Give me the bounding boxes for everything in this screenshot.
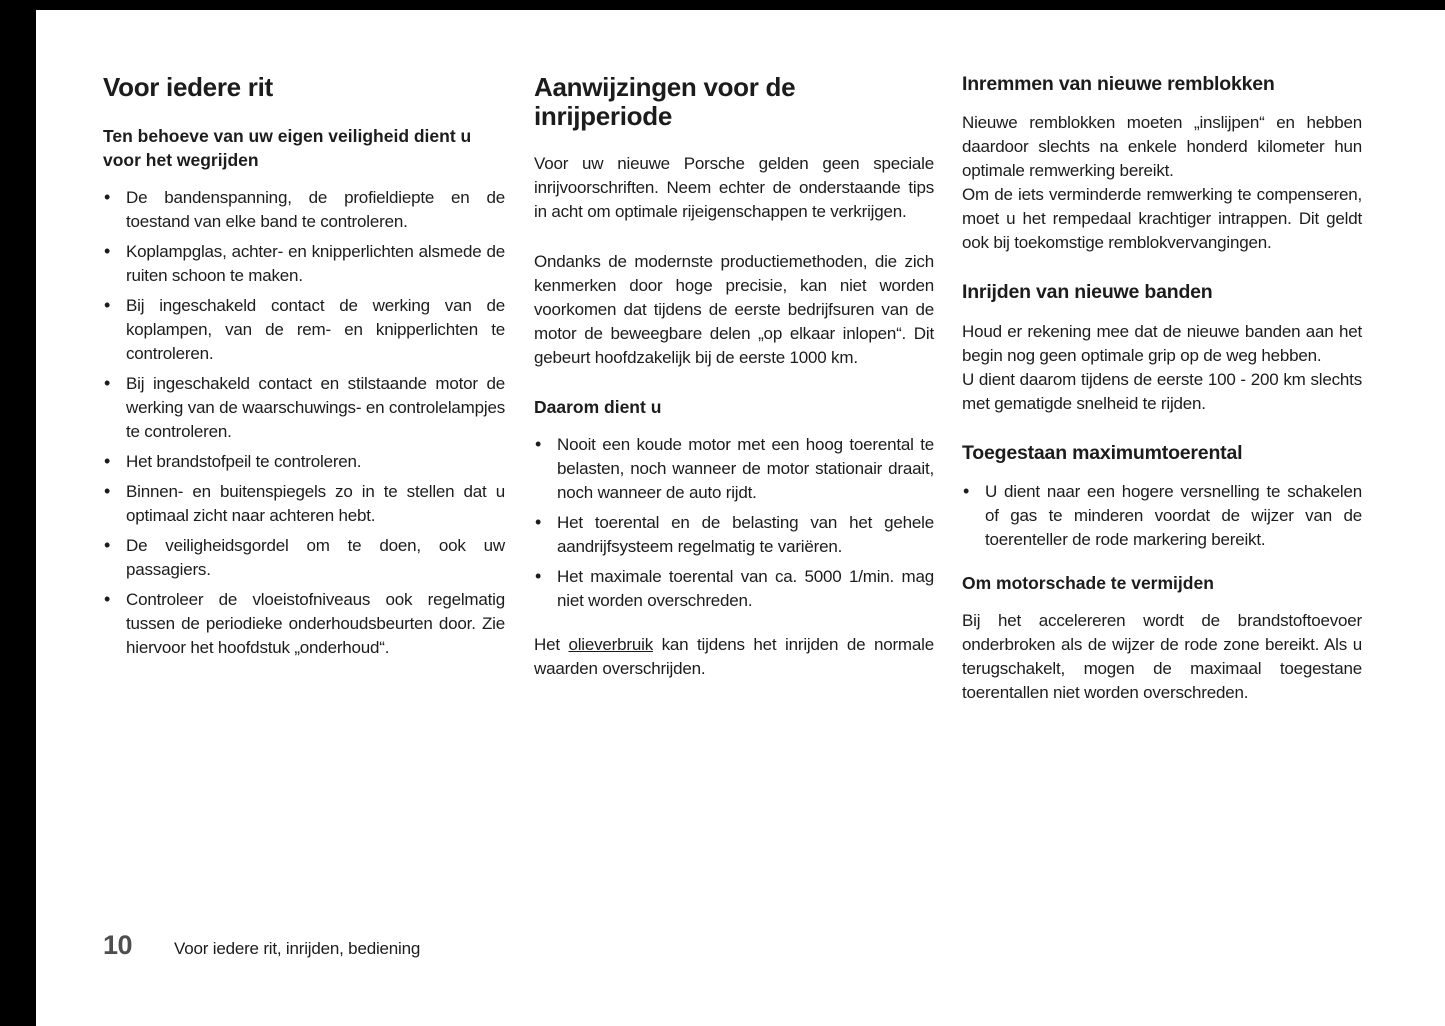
list-item [103, 372, 505, 444]
list-item [534, 511, 934, 559]
advice-list [534, 433, 934, 613]
list-item [103, 450, 505, 474]
page-number: 10 [103, 930, 133, 960]
bullet-icon: • [104, 588, 111, 609]
list-item [534, 565, 934, 613]
section-title: Inrijden van nieuwe banden [962, 281, 1213, 304]
section-title: Aanwijzingen voor de inrijperiode [534, 72, 796, 131]
section-title: Toegestaan maximumtoerental [962, 441, 1243, 464]
paragraph: Bij het accelereren wordt de brandstoftoevoer onderbroken als de wijzer de rode zone bereikt. Als u terugschakelt, mogen de maximaal toegestane toerentallen niet worden overschreden. [962, 611, 1362, 703]
paragraph [534, 633, 934, 681]
list-item-text: Het toerental en de belasting van het gehele aandrijfsysteem regelmatig te variëren. [557, 512, 934, 556]
column-voor-iedere-rit [103, 73, 505, 680]
bullet-icon: • [535, 565, 542, 586]
footer-caption: Voor iedere rit, inrijden, bediening [174, 939, 421, 958]
list-item [534, 433, 934, 505]
list-item [103, 534, 505, 582]
list-item-text: De veiligheidsgordel om te doen, ook uw passagiers. [126, 535, 505, 579]
bullet-icon: • [104, 186, 111, 207]
list-item [103, 240, 505, 288]
bullet-icon: • [535, 511, 542, 532]
paragraph: U dient daarom tijdens de eerste 100 - 200 km slechts met gematigde snelheid te rijden. [962, 369, 1362, 413]
list-item-text: Koplampglas, achter- en knipperlichten alsmede de ruiten schoon te maken. [126, 241, 505, 285]
text-run: Het [534, 634, 569, 654]
list-item-text: Bij ingeschakeld contact de werking van de koplampen, van de rem- en knipperlichten te controleren. [126, 295, 505, 363]
text-run: kan tijdens het inrijden de normale waarden overschrijden. [534, 634, 934, 678]
bullet-icon: • [963, 481, 970, 502]
underlined-term: olieverbruik [568, 634, 653, 654]
bullet-icon: • [104, 450, 111, 471]
scan-edge-left [0, 0, 36, 1026]
paragraph: Voor uw nieuwe Porsche gelden geen speciale inrijvoorschriften. Neem echter de onderstaande tips in acht om optimale rijeigenschappen te verkrijgen. [534, 154, 934, 222]
paragraph: Om de iets verminderde remwerking te compenseren, moet u het rempedaal krachtiger intrappen. Dit geldt ook bij toekomstige remblokvervangingen. [962, 185, 1362, 253]
section-title: Inremmen van nieuwe remblokken [962, 73, 1275, 95]
paragraph: Ondanks de modernste productiemethoden, die zich kenmerken door hoge precisie, kan niet worden voorkomen dat tijdens de eerste bedrijfsuren van de motor de beweegbare delen „op elkaar inlopen“. Dit gebeurt hoofdzakelijk bij de eerste 1000 km. [534, 252, 934, 368]
list-item-text: De bandenspanning, de profieldiepte en de toestand van elke band te controleren. [126, 187, 505, 231]
bullet-icon: • [104, 294, 111, 315]
list-item [103, 588, 505, 660]
scan-edge-top [0, 0, 1445, 10]
list-item-text: Controleer de vloeistofniveaus ook regelmatig tussen de periodieke onderhoudsbeurten door. Zie hiervoor het hoofdstuk „onderhoud“. [126, 589, 505, 657]
list-item [103, 186, 505, 234]
sub-section-title: Daarom dient u [534, 397, 662, 418]
sub-section-title: Om motorschade te vermijden [962, 573, 1214, 594]
section-title: Voor iedere rit [103, 72, 273, 102]
paragraph: Nieuwe remblokken moeten „inslijpen“ en hebben daardoor slechts na enkele honderd kilometer hun optimale remwerking bereikt. [962, 113, 1362, 181]
list-item-text: U dient naar een hogere versnelling te schakelen of gas te minderen voordat de wijzer van de toerenteller de rode markering bereikt. [985, 482, 1362, 550]
bullet-icon: • [104, 240, 111, 261]
column-remblokken-banden [962, 73, 1362, 705]
list-item [962, 480, 1362, 552]
list-item-text: Het brandstofpeil te controleren. [126, 451, 362, 471]
section-subtitle: Ten behoeve van uw eigen veiligheid dient u voor het wegrijden [103, 125, 472, 170]
list-item [103, 294, 505, 366]
bullet-icon: • [104, 372, 111, 393]
bullet-icon: • [104, 534, 111, 555]
bullet-icon: • [104, 480, 111, 501]
list-item-text: Het maximale toerental van ca. 5000 1/min. mag niet worden overschreden. [557, 566, 934, 610]
paragraph: Houd er rekening mee dat de nieuwe banden aan het begin nog geen optimale grip op de weg hebben. [962, 321, 1362, 365]
checklist [103, 186, 505, 660]
list-item [103, 480, 505, 528]
list-item-text: Nooit een koude motor met een hoog toerental te belasten, noch wanneer de motor stationair draait, noch wanneer de auto rijdt. [557, 434, 934, 502]
advice-list [962, 480, 1362, 552]
list-item-text: Binnen- en buitenspiegels zo in te stellen dat u optimaal zicht naar achteren hebt. [126, 481, 505, 525]
page-footer [103, 930, 420, 961]
bullet-icon: • [535, 433, 542, 454]
list-item-text: Bij ingeschakeld contact en stilstaande motor de werking van de waarschuwings- en controlelampjes te controleren. [126, 373, 505, 441]
column-inrijperiode [534, 73, 934, 681]
